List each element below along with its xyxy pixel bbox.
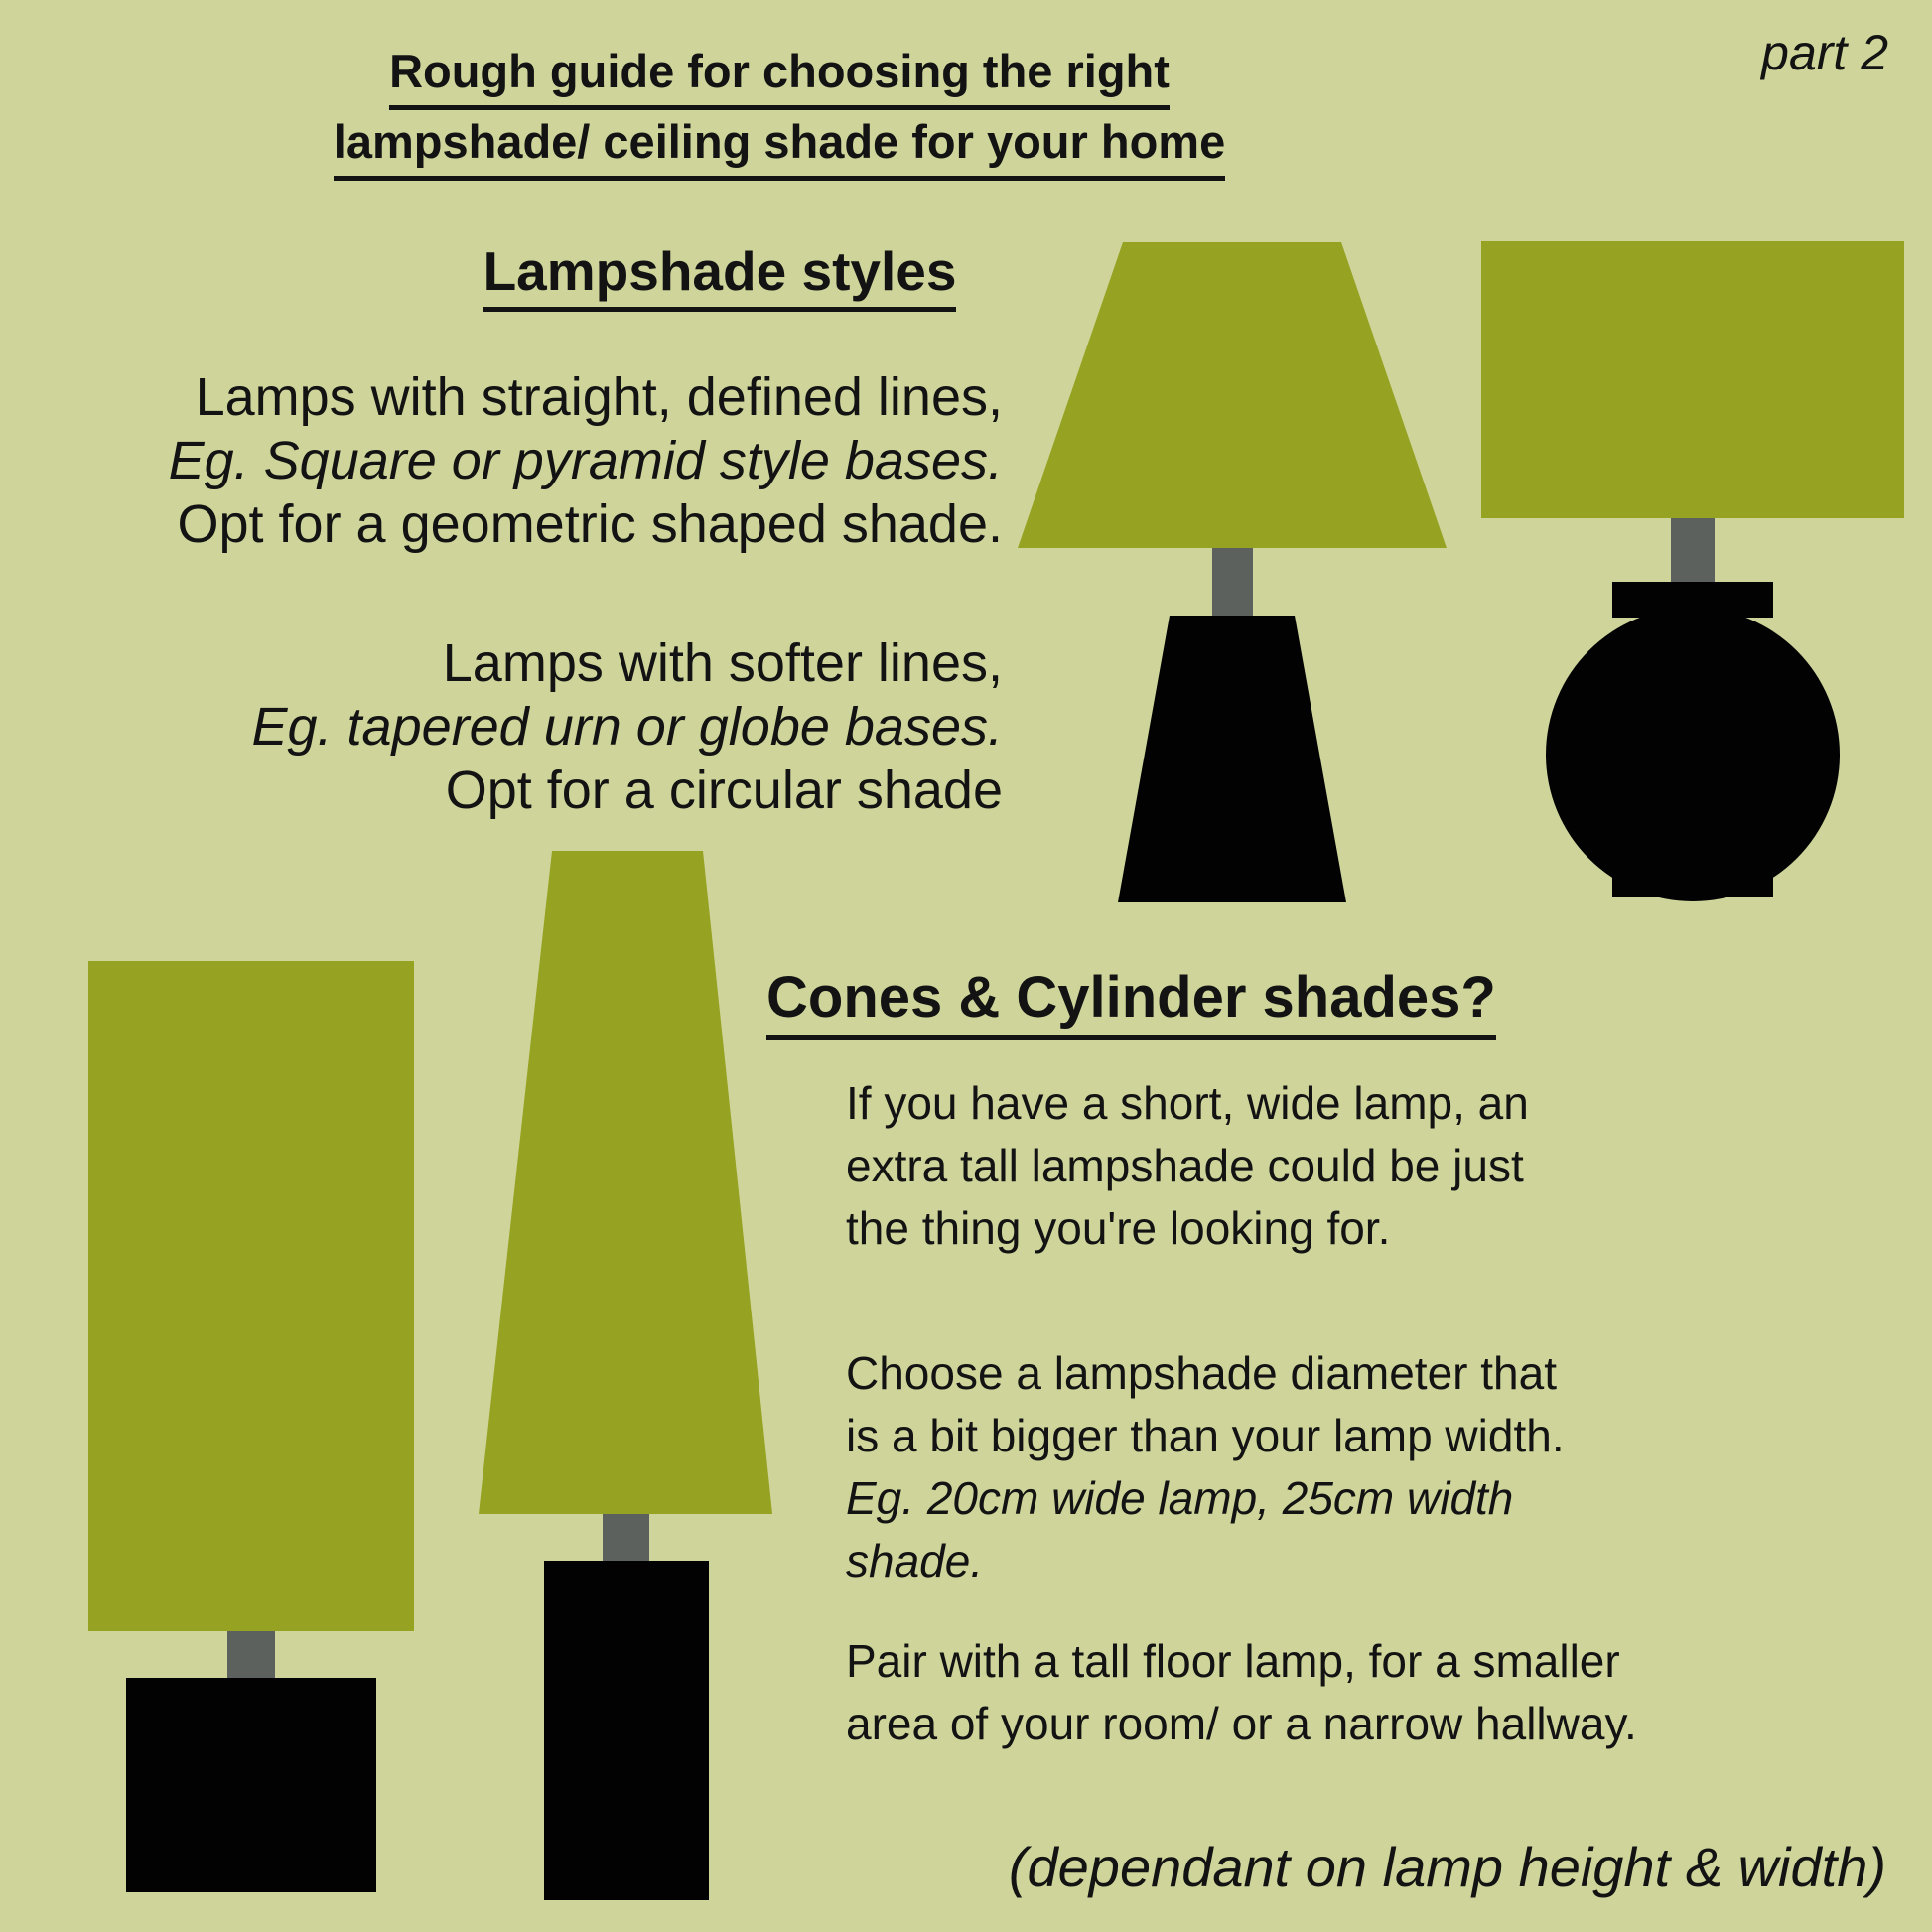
text-line: area of your room/ or a narrow hallway. — [846, 1698, 1637, 1749]
globe-base-shape — [1546, 608, 1840, 901]
floor-lamp-paragraph — [846, 1630, 1637, 1755]
rect-shade-lamp-icon — [88, 961, 414, 1892]
rectangle-shade-shape — [1481, 241, 1904, 518]
text-line: Eg. 20cm wide lamp, 25cm width — [846, 1472, 1514, 1524]
text-line: shade. — [846, 1535, 984, 1587]
tall-rectangle-shade-shape — [88, 961, 414, 1631]
text-line: extra tall lampshade could be just — [846, 1140, 1524, 1191]
page-title-line2-text: lampshade/ ceiling shade for your home — [334, 110, 1225, 181]
cone-shade-shape — [479, 851, 772, 1514]
page-title-line1 — [84, 40, 1474, 110]
tapered-base-shape — [1118, 616, 1346, 902]
cones-section-heading-text: Cones & Cylinder shades? — [766, 963, 1496, 1040]
text-line: Eg. tapered urn or globe bases. — [251, 697, 1003, 757]
page-title — [84, 40, 1474, 181]
diameter-advice-paragraph — [846, 1342, 1565, 1592]
lamp-neck — [1671, 518, 1715, 584]
text-line: Opt for a circular shade — [445, 760, 1003, 820]
lamp-neck — [603, 1514, 649, 1561]
globe-base-lamp-icon — [1481, 241, 1904, 901]
text-line: Lamps with straight, defined lines, — [195, 367, 1003, 427]
part-label: part 2 — [1761, 25, 1888, 80]
styles-section-heading-text: Lampshade styles — [483, 238, 957, 312]
text-line: is a bit bigger than your lamp width. — [846, 1410, 1565, 1461]
globe-foot-shape — [1612, 860, 1773, 897]
page-title-line1-text: Rough guide for choosing the right — [389, 40, 1170, 110]
geometric-shade-paragraph — [169, 365, 1003, 556]
text-line: Eg. Square or pyramid style bases. — [168, 431, 1003, 490]
page-title-line2 — [84, 110, 1474, 181]
text-line: Pair with a tall floor lamp, for a smaller — [846, 1635, 1620, 1687]
tall-shade-paragraph — [846, 1072, 1529, 1260]
text-line: If you have a short, wide lamp, an — [846, 1077, 1529, 1129]
cones-section-heading — [766, 963, 1496, 1040]
trapezoid-shade-lamp-icon — [1018, 242, 1447, 902]
dependency-footnote: (dependant on lamp height & width) — [1008, 1836, 1886, 1898]
text-line: Lamps with softer lines, — [442, 633, 1003, 693]
column-base-shape — [544, 1561, 709, 1900]
styles-section-heading — [223, 238, 1216, 312]
lamp-neck — [1212, 548, 1253, 616]
cone-shade-lamp-icon — [479, 851, 772, 1900]
text-line: the thing you're looking for. — [846, 1202, 1391, 1254]
text-line: Choose a lampshade diameter that — [846, 1347, 1557, 1399]
text-line: Opt for a geometric shaped shade. — [177, 494, 1003, 554]
lamp-neck — [227, 1631, 275, 1678]
circular-shade-paragraph — [251, 631, 1003, 822]
cube-base-shape — [126, 1678, 376, 1892]
